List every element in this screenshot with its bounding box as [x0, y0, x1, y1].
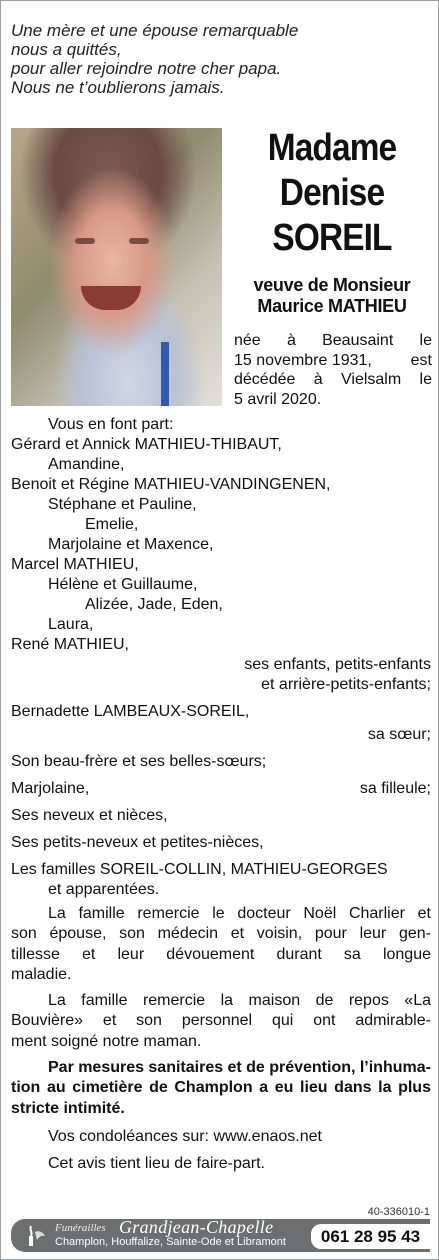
- word: durant: [276, 945, 322, 963]
- word: repos: [348, 992, 389, 1009]
- word: Charlier: [348, 905, 405, 922]
- family-line: Marjolaine et Maxence,: [48, 536, 214, 553]
- word: docteur: [237, 905, 291, 922]
- word: sa: [343, 945, 361, 963]
- family-line: Gérard et Annick MATHIEU-THIBAUT,: [11, 436, 282, 453]
- funeral-label: Funérailles: [55, 1222, 106, 1234]
- phone-number: 061 28 95 43: [311, 1224, 430, 1249]
- family-line: Ses petits-neveux et petites-nièces,: [11, 834, 264, 851]
- word: ment soigné notre maman.: [11, 1032, 202, 1050]
- health-measures: [11, 1058, 431, 1119]
- word: l’inhuma-: [359, 1059, 431, 1076]
- word: personnel: [181, 1012, 253, 1030]
- thanks-doctor: [11, 904, 431, 986]
- word: longue: [382, 945, 431, 963]
- paragraph-line: [234, 331, 432, 351]
- deceased-name: Madame Denise SOREIL: [267, 127, 397, 259]
- word: leur: [359, 925, 387, 943]
- word: de: [149, 1079, 168, 1097]
- word: sanitaires: [148, 1059, 224, 1076]
- word: tion: [11, 1079, 41, 1097]
- family-role: et arrière-petits-enfants;: [261, 676, 431, 693]
- family-line: Les familles SOREIL-COLLIN, MATHIEU-GEORGES: [11, 861, 388, 878]
- word: et: [82, 945, 96, 963]
- word: pour: [314, 925, 347, 943]
- poem: [11, 21, 431, 97]
- family-line: Ses neveux et nièces,: [11, 807, 168, 824]
- word: La: [48, 992, 66, 1009]
- family-line: Marcel MATHIEU,: [11, 556, 139, 573]
- family-line: René MATHIEU,: [11, 636, 129, 653]
- family-line: Bernadette LAMBEAUX-SOREIL,: [11, 703, 250, 720]
- paragraph-line: [11, 1099, 431, 1119]
- word: et: [230, 925, 245, 943]
- word: tillesse: [11, 945, 60, 963]
- word: leur: [117, 945, 145, 963]
- word: la: [220, 992, 234, 1009]
- paragraph-line: [11, 1078, 431, 1098]
- paragraph-line: [11, 904, 431, 924]
- word: et: [417, 905, 431, 922]
- word: décédée: [234, 371, 296, 388]
- dove-candle-icon: [19, 1222, 47, 1250]
- word: plus: [398, 1079, 431, 1097]
- family-line: Benoit et Régine MATHIEU-VANDINGENEN,: [11, 476, 331, 493]
- word: au: [46, 1079, 66, 1097]
- word: le: [419, 332, 432, 349]
- paragraph-line: [11, 1058, 431, 1078]
- word: «La: [404, 992, 431, 1009]
- word: dans: [334, 1079, 372, 1097]
- paragraph-line: [234, 351, 432, 371]
- word: dévouement: [166, 945, 255, 963]
- word: mesures: [78, 1059, 145, 1076]
- funeral-home-name: Grandjean-Chapelle: [119, 1217, 274, 1237]
- intro-line: Vous en font part:: [48, 416, 174, 433]
- word: a: [259, 1079, 269, 1097]
- word: épouse,: [49, 925, 107, 943]
- word: maladie.: [11, 966, 72, 984]
- word: Par: [48, 1059, 74, 1076]
- word: son: [136, 1012, 162, 1030]
- word: de: [315, 992, 334, 1009]
- word: voisin,: [256, 925, 303, 943]
- word: est: [410, 351, 432, 369]
- word: famille: [81, 992, 128, 1009]
- word: Champlon: [174, 1079, 253, 1097]
- word: eu: [274, 1079, 294, 1097]
- paragraph-line: [11, 991, 431, 1011]
- word: Noël: [303, 905, 337, 922]
- family-line: Hélène et Guillaume,: [48, 576, 198, 593]
- word: Bouvière»: [11, 1012, 84, 1030]
- word: qui: [271, 1012, 294, 1030]
- family-line: Alizée, Jade, Eden,: [85, 596, 223, 613]
- word: et: [102, 1012, 117, 1030]
- thanks-care-home: [11, 991, 431, 1052]
- birth-death-info: [234, 331, 432, 409]
- paragraph-line: [11, 1011, 431, 1031]
- word: admirable-: [355, 1012, 431, 1030]
- paragraph-line: [234, 370, 432, 390]
- word: Vielsalm: [341, 371, 402, 388]
- word: son: [11, 925, 37, 943]
- paragraph-line: [11, 945, 431, 965]
- word: 15 novembre 1931,: [234, 351, 372, 369]
- word: médecin: [157, 925, 219, 943]
- word: La: [48, 905, 66, 922]
- word: maison: [248, 992, 301, 1009]
- condolences-line: Vos condoléances sur: www.enaos.net: [48, 1128, 322, 1145]
- family-line: Son beau-frère et ses belles-sœurs;: [11, 753, 267, 770]
- word: ont: [313, 1012, 336, 1030]
- paragraph-line: [234, 390, 432, 410]
- word: Beausaint: [322, 332, 394, 349]
- funeral-home-places: Champlon, Houffalize, Sainte-Ode et Libramont: [55, 1236, 286, 1248]
- poem-line: nous a quittés,: [11, 40, 122, 59]
- word: de: [246, 1059, 265, 1076]
- word: à: [286, 332, 296, 349]
- word: le: [212, 905, 225, 922]
- widow-of: veuve de Monsieur Maurice MATHIEU: [253, 275, 411, 316]
- family-line: Laura,: [48, 616, 94, 633]
- paragraph-line: [11, 924, 431, 944]
- word: et: [227, 1059, 242, 1076]
- word: remercie: [137, 905, 200, 922]
- word: le: [419, 371, 432, 388]
- word: cimetière: [72, 1079, 143, 1097]
- word: famille: [78, 905, 125, 922]
- notice-line: Cet avis tient lieu de faire-part.: [48, 1155, 265, 1172]
- reference-number: 40-336010-1: [367, 1206, 430, 1218]
- word: 5 avril 2020.: [234, 390, 322, 408]
- family-line: Amandine,: [48, 456, 125, 473]
- poem-line: Une mère et une épouse remarquable: [11, 21, 299, 40]
- paragraph-line: [11, 1032, 431, 1052]
- family-role: ses enfants, petits-enfants: [244, 656, 431, 673]
- poem-line: pour aller rejoindre notre cher papa.: [11, 59, 282, 78]
- poem-line: Nous ne t’oublierons jamais.: [11, 78, 225, 97]
- family-role: sa sœur;: [367, 726, 431, 743]
- paragraph-line: [11, 965, 431, 985]
- word: gen-: [398, 925, 431, 943]
- family-line: et apparentées.: [48, 881, 160, 898]
- word: remercie: [142, 992, 206, 1009]
- portrait-photo: [11, 128, 222, 406]
- word: stricte intimité.: [11, 1099, 125, 1117]
- word: prévention,: [269, 1059, 356, 1076]
- funeral-home-banner: [11, 1219, 430, 1252]
- family-line: Marjolaine,: [11, 780, 90, 797]
- family-line: Emelie,: [85, 516, 139, 533]
- family-role: sa filleule;: [359, 780, 431, 797]
- word: à: [313, 371, 323, 388]
- word: son: [119, 925, 145, 943]
- word: née: [234, 332, 261, 349]
- word: la: [378, 1079, 392, 1097]
- word: lieu: [300, 1079, 328, 1097]
- family-line: Stéphane et Pauline,: [48, 496, 197, 513]
